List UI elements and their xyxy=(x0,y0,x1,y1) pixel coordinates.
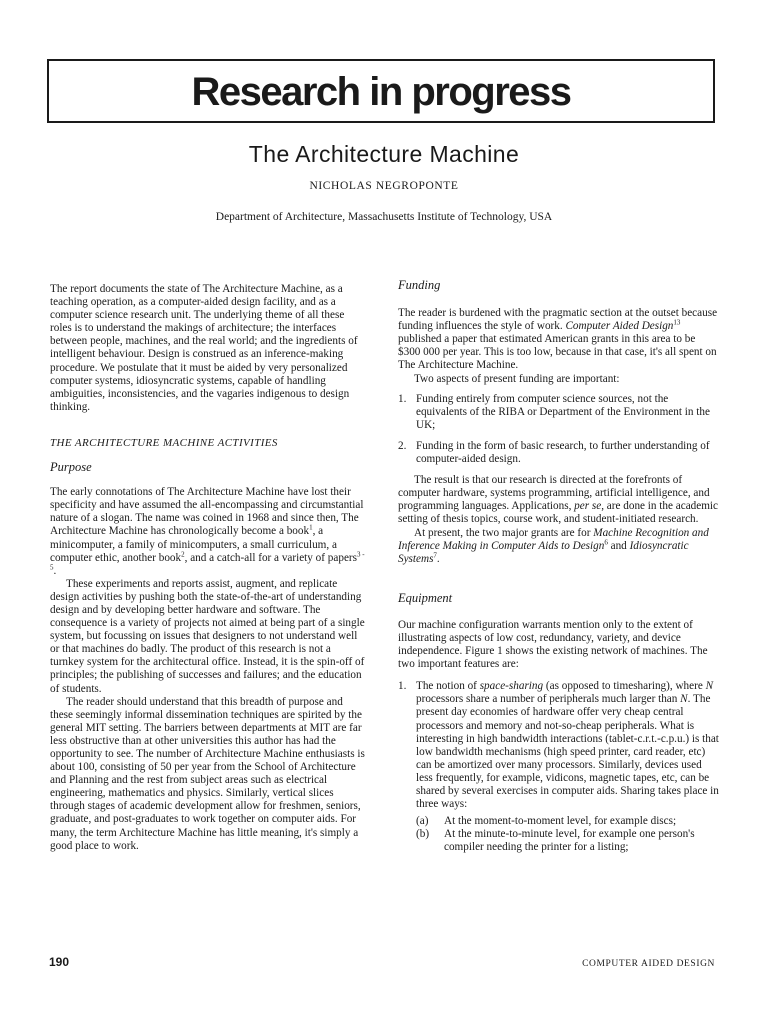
list-item xyxy=(398,393,720,432)
list-item xyxy=(398,828,720,854)
emphasis: space-sharing xyxy=(479,680,544,693)
purpose-text-d: . xyxy=(53,564,57,577)
funding-paragraph-1 xyxy=(398,307,720,372)
purpose-paragraph-1 xyxy=(50,486,366,578)
banner-title: Research in progress xyxy=(191,69,571,114)
section-heading: THE ARCHITECTURE MACHINE ACTIVITIES xyxy=(50,436,278,449)
list-label: (a) xyxy=(416,815,429,828)
purpose-text-c: , and a catch-all for a variety of papers xyxy=(184,551,357,564)
funding-text-a: The reader is burdened with the pragmatic section at the outset because funding influences the style of work. xyxy=(398,307,718,333)
purpose-text-a: The early connotations of The Architecture Machine have lost their specificity and have assumed the all-encompassing and circumstantial nature of a slogan. The name was coined in 1968 and since then, The Architecture Machine has chronologically become a book xyxy=(50,486,364,538)
footnote-ref: 13 xyxy=(673,318,681,327)
variable: N xyxy=(705,680,714,693)
funding-text: The result is that our research is directed at the forefronts of computer hardware, systems programming, artificial intelligence, and programming languages. Applications, xyxy=(398,474,710,513)
section-banner xyxy=(47,59,715,123)
footnote-ref: 3 - 5 xyxy=(50,549,365,571)
purpose-text-b: , a minicomputer, a family of minicomputers, a small curriculum, a computer ethic, another book xyxy=(50,525,337,564)
equipment-text: The notion of xyxy=(416,680,477,693)
funding-paragraph-3 xyxy=(398,474,720,526)
list-item xyxy=(398,440,720,466)
equipment-text: . The present day economies of hardware offer very cheap central processors and memory and not-so-cheap peripherals. What is interesting in high bandwidth interactions (tablet-c.r.t.-c.p.u.) is that low bandwidth mechanisms (high speed printer, card reader, etc) can be amortized over many processors. Similarly, devices used less frequently, for example, vidicons, magnetic tapes, etc, can be shared by several exercises in computer aids. Sharing takes place in three ways: xyxy=(416,693,719,811)
list-item xyxy=(398,815,720,828)
equipment-text: processors share a number of peripherals much larger than xyxy=(416,693,678,706)
footnote-ref: 1 xyxy=(309,523,313,532)
list-number: 1. xyxy=(398,680,407,693)
equipment-sublist xyxy=(398,815,720,854)
left-column xyxy=(50,283,366,853)
article-title: The Architecture Machine xyxy=(248,141,520,167)
footnote-ref: 7 xyxy=(433,550,437,559)
list-label: (b) xyxy=(416,828,430,841)
right-column xyxy=(398,279,720,854)
list-text: At the minute-to-minute level, for example one person's compiler needing the printer for a listing; xyxy=(444,828,695,854)
footnote-ref: 6 xyxy=(604,537,608,546)
purpose-paragraph-3: The reader should understand that this breadth of purpose and these seemingly informal dissemination techniques are spirited by the general MIT setting. The barriers between departments at MIT are far less obstructive than at other universities this author has had the opportunity to see. The number of Architecture Machine enthusiasts is about 100, consisting of 50 per year from the School of Architecture and Planning and the rest from subject areas such as electrical engineering, mathematics and physics. Similarly, vertical slices through stages of academic development allow for freshmen, seniors, graduate, and post-graduates to work together on computer aids. For many, the term Architecture Machine has little meaning, it's simply a good place to work. xyxy=(50,695,365,852)
page-number: 190 xyxy=(49,955,70,969)
funding-text-b: published a paper that estimated American grants in this area to be $300 000 per year. This is too low, because in that case, it's all spent on The Architecture Machine. xyxy=(398,333,717,372)
funding-text: , are done in the academic setting of thesis topics, course work, and student-initiated research. xyxy=(398,500,718,526)
funding-paragraph-2: Two aspects of present funding are important: xyxy=(414,372,620,385)
equipment-paragraph-1: Our machine configuration warrants mention only to the extent of illustrating aspects of low cost, redundancy, variety, and device independence. Figure 1 shows the existing network of machines. The two important features are: xyxy=(398,618,708,671)
list-text: At the moment-to-moment level, for example discs; xyxy=(444,815,677,828)
list-number: 2. xyxy=(398,439,407,452)
purpose-heading: Purpose xyxy=(50,460,92,475)
equipment-heading: Equipment xyxy=(398,590,453,605)
list-number: 1. xyxy=(398,392,407,405)
grant-title: Idiosyncratic Systems xyxy=(398,539,689,565)
list-text: Funding in the form of basic research, to further understanding of computer-aided design. xyxy=(416,439,710,466)
purpose-paragraph-2: These experiments and reports assist, augment, and replicate design activities by pushing both the state-of-the-art of understanding design and by developing better hardware and software. The consequence is a variety of projects not aimed at being part of a single system, but focussing on issues that designers to not understand well or that machines do badly. The product of this research is not a turnkey system for the architectural office. Instead, it is the spin-off of principles; the publishing of successes and failures; and the education of students. xyxy=(50,577,365,695)
variable: N xyxy=(680,693,688,706)
footnote-ref: 2 xyxy=(181,549,185,558)
list-text xyxy=(416,680,720,811)
list-item xyxy=(398,680,720,811)
funding-heading: Funding xyxy=(398,278,441,292)
list-text: Funding entirely from computer science sources, not the equivalents of the RIBA or Department of the Environment in the UK; xyxy=(416,392,710,431)
funding-list xyxy=(398,393,720,466)
funding-paragraph-4 xyxy=(398,527,720,566)
funding-text: At present, the two major grants are for xyxy=(414,526,591,539)
journal-citation: Computer Aided Design xyxy=(565,320,674,333)
funding-text: and xyxy=(607,539,627,552)
grant-title: Machine Recognition and Inference Making in Computer Aids to Design xyxy=(398,526,709,552)
equipment-text: (as opposed to timesharing), where xyxy=(543,680,703,693)
author-affiliation: Department of Architecture, Massachusetts Institute of Technology, USA xyxy=(215,211,553,223)
author-name: NICHOLAS NEGROPONTE xyxy=(309,180,459,192)
funding-text: . xyxy=(436,552,440,565)
journal-name: COMPUTER AIDED DESIGN xyxy=(582,959,715,969)
abstract: The report documents the state of The Architecture Machine, as a teaching operation, as a computer-aided design facility, and as a computer science research unit. The underlying theme of all these roles is to understand the makings of architecture; the interfaces between people, machines, and the real world; and the ingredients of intelligent behaviour. Design is construed as an inference-making procedure. We postulate that it must be aided by very personalized computer systems, idiosyncratic systems, capable of handling ambiguities, inconsistencies, and the vagaries indigenous to design thinking. xyxy=(50,283,358,413)
emphasis: per se xyxy=(574,500,602,513)
